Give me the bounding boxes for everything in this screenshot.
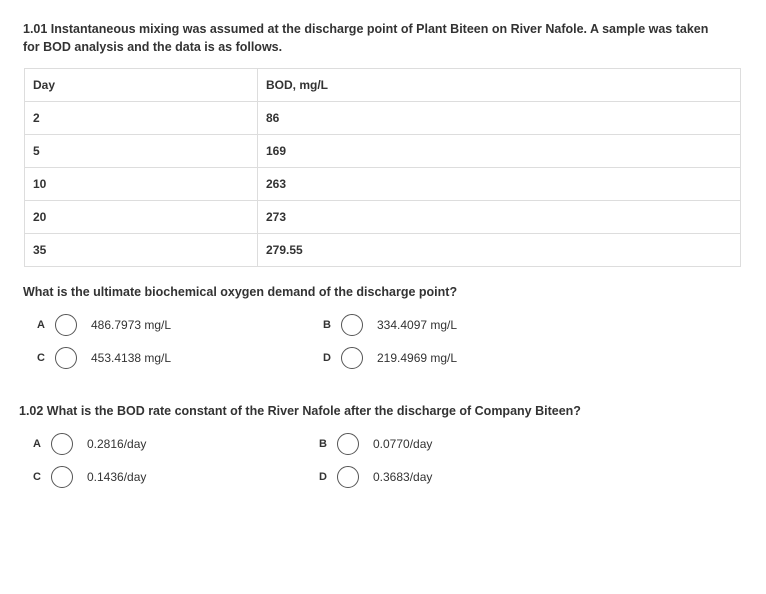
cell-bod: 263 [258,168,741,201]
header-bod: BOD, mg/L [258,69,741,102]
radio-button[interactable] [341,314,363,336]
q1-option-b[interactable] [323,312,457,338]
cell-day: 2 [25,102,258,135]
cell-bod: 86 [258,102,741,135]
q1-option-d[interactable] [323,345,457,371]
radio-button[interactable] [51,433,73,455]
radio-button[interactable] [51,466,73,488]
option-letter: A [33,438,41,450]
option-letter: D [323,352,331,364]
option-value: 0.2816/day [87,437,147,451]
option-letter: C [33,471,41,483]
table-header-row [25,69,741,102]
radio-button[interactable] [341,347,363,369]
option-value: 0.1436/day [87,470,147,484]
radio-button[interactable] [337,433,359,455]
q2-option-c[interactable] [33,464,146,490]
option-letter: A [37,319,45,331]
cell-bod: 169 [258,135,741,168]
cell-day: 35 [25,234,258,267]
cell-bod: 279.55 [258,234,741,267]
table-row [25,168,741,201]
question-1-intro [23,20,753,56]
radio-button[interactable] [337,466,359,488]
option-letter: B [319,438,327,450]
option-value: 453.4138 mg/L [91,351,172,365]
cell-day: 10 [25,168,258,201]
option-value: 334.4097 mg/L [377,318,458,332]
cell-day: 20 [25,201,258,234]
option-value: 0.3683/day [373,470,433,484]
question-1-intro-line1: 1.01 Instantaneous mixing was assumed at the discharge point of Plant Biteen on River Nafole. A sample was taken [23,22,709,36]
table-row [25,201,741,234]
q2-option-d[interactable] [319,464,432,490]
option-value: 219.4969 mg/L [377,351,458,365]
radio-button[interactable] [55,347,77,369]
option-letter: B [323,319,331,331]
question-2-prompt: 1.02 What is the BOD rate constant of the River Nafole after the discharge of Company Biteen? [19,404,581,418]
question-1-intro-line2: for BOD analysis and the data is as follows. [23,40,283,54]
bod-data-table [24,68,741,267]
option-value: 0.0770/day [373,437,433,451]
table-row [25,135,741,168]
cell-day: 5 [25,135,258,168]
radio-button[interactable] [55,314,77,336]
header-day: Day [25,69,258,102]
table-row [25,102,741,135]
q1-option-a[interactable] [37,312,171,338]
q2-option-b[interactable] [319,431,432,457]
table-row [25,234,741,267]
option-letter: C [37,352,45,364]
question-1-prompt: What is the ultimate biochemical oxygen demand of the discharge point? [23,285,458,299]
cell-bod: 273 [258,201,741,234]
option-value: 486.7973 mg/L [91,318,172,332]
option-letter: D [319,471,327,483]
q2-option-a[interactable] [33,431,146,457]
q1-option-c[interactable] [37,345,171,371]
